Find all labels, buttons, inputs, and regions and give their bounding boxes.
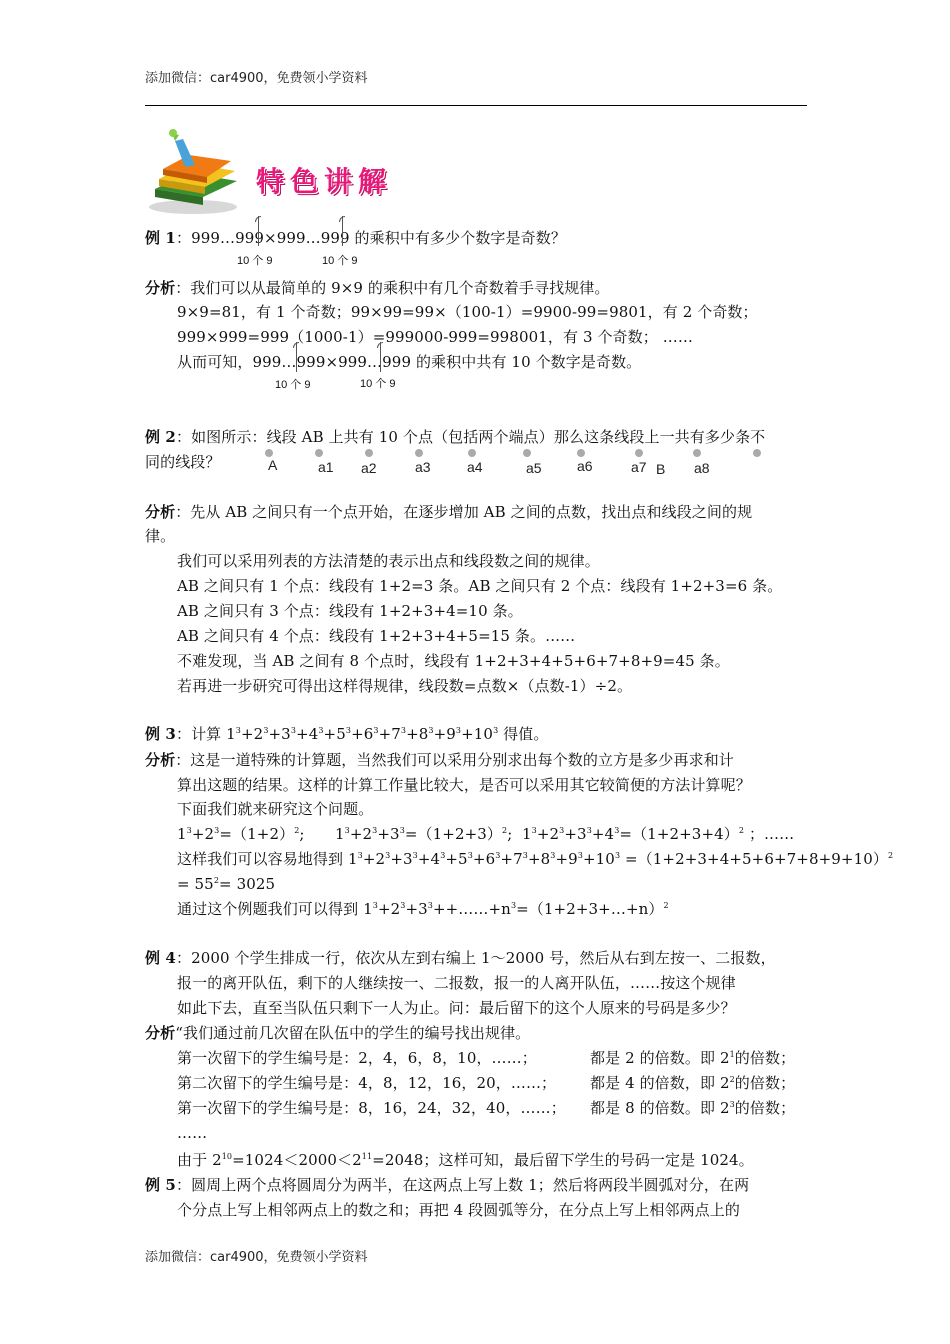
analysis-4-line-4a: 第一次留下的学生编号是：8，16，24，32，40，……；: [177, 1099, 566, 1117]
l6: = 55: [177, 875, 214, 893]
analysis-2-line-7: 不难发现，当 AB 之间有 8 个点时，线段有 1+2+3+4+5+6+7+8+9=45 条。: [177, 652, 730, 670]
point-label: a3: [415, 459, 431, 475]
analysis-2-line-2: 律。: [145, 527, 176, 545]
point-label: a6: [577, 458, 593, 474]
analysis-4-line-2a: 第一次留下的学生编号是：2，4，6，8，10，……；: [177, 1049, 537, 1067]
brace-label-2: 10 个 9: [360, 378, 396, 390]
ellipsis: ；……: [748, 825, 795, 843]
analysis-1-text: ：我们可以从最简单的 9×9 的乘积中有几个奇数着手寻找规律。: [175, 279, 610, 297]
l3c: 的倍数；: [734, 1074, 796, 1092]
analysis-4-line-6: 由于 $2^{10}=1024<2000<2^{11}=2048$；这样可知，最后留下学生的号码一定是 1024。: [177, 1151, 754, 1169]
analysis-2-label: 分析: [145, 503, 176, 521]
analysis-1-line-4: 从而可知，999…999×999…999 的乘积中共有 10 个数字是奇数。: [177, 353, 642, 371]
l7-post: =（1+2+3+…+n）: [516, 900, 664, 918]
point-dot: [468, 449, 476, 457]
analysis-4-line-1: [145, 1021, 530, 1045]
point-dot: [693, 449, 701, 457]
analysis-4-line-3a: 第二次留下的学生编号是：4，8，12，16，20，……；: [177, 1074, 557, 1092]
point-label: a7: [631, 459, 647, 475]
example-1-text: ：999…999×999…999 的乘积中有多少个数字是奇数？: [175, 229, 566, 247]
example-2-text: ：如图所示：线段 AB 上共有 10 个点（包括两个端点）那么这条线段上一共有多少条不: [175, 428, 766, 446]
l2c: 的倍数；: [734, 1049, 796, 1067]
analysis-2-text: ：先从 AB 之间只有一个点开始，在逐步增加 AB 之间的点数，找出点和线段之间的规: [175, 503, 753, 521]
example-3-question: 例 3：计算 $1^3+2^3+3^3+4^3+5^3+6^3+7^3+8^3+9^3+10^3$ 得值。: [145, 725, 549, 743]
analysis-4-line-2b: 都是 2 的倍数。即 $2^1$的倍数；: [590, 1049, 796, 1067]
analysis-3-text: ：这是一道特殊的计算题，当然我们可以采用分别求出每个数的立方是多少再求和计: [175, 751, 734, 769]
example-2-line-1: [145, 425, 765, 449]
example-5-label: 例 5: [145, 1176, 176, 1194]
l7-pre: 通过这个例题我们可以得到: [177, 900, 364, 918]
analysis-2-line-5: AB 之间只有 3 个点：线段有 1+2+3+4=10 条。: [177, 602, 523, 620]
analysis-1-line-2: 9×9=81，有 1 个奇数；99×99=99×（100-1）=9900-99=9801，有 2 个奇数；: [177, 303, 758, 321]
point-dot: [577, 449, 585, 457]
example-3-post: 得值。: [503, 725, 549, 743]
l6b: =1024＜2000＜2: [232, 1151, 362, 1169]
point-label: a1: [318, 459, 334, 475]
page-footer: 添加微信：car4900，免费领小学资料: [145, 1250, 368, 1265]
analysis-2-line-6: AB 之间只有 4 个点：线段有 1+2+3+4+5=15 条。……: [177, 627, 576, 645]
brace-left: [258, 216, 265, 246]
analysis-3-line-7: 通过这个例题我们可以得到 $1^3+2^3+3^3++\dots\dots+n^3=(1+2+3+\dots+n)^2$: [177, 900, 669, 918]
example-5-text: ：圆周上两个点将圆周分为两半，在这两点上写上数 1；然后将两段半圆弧对分，在两: [175, 1176, 750, 1194]
point-dot: [265, 449, 273, 457]
analysis-4-line-3b: 都是 4 的倍数，即 $2^2$的倍数；: [590, 1074, 796, 1092]
analysis-3-line-2: 算出这题的结果。这样的计算工作量比较大，是否可以采用其它较简便的方法计算呢？: [177, 776, 751, 794]
point-label: A: [268, 457, 278, 473]
analysis-3-line-3: 下面我们就来研究这个问题。: [177, 800, 374, 818]
analysis-4-label: 分析: [145, 1024, 176, 1042]
example-3-pre: ：计算: [175, 725, 227, 743]
point-dot: [415, 449, 423, 457]
point-dot: [315, 449, 323, 457]
books-pencil-icon: [145, 127, 243, 215]
analysis-3-line-4b: $1^3+2^3+3^3=(1+2+3)^2$;: [335, 825, 513, 843]
point-dot: [753, 449, 761, 457]
point-label: a4: [467, 459, 483, 475]
page-header: 添加微信：car4900，免费领小学资料: [145, 71, 368, 86]
brace-right: [342, 216, 349, 246]
example-4-line-3: 如此下去，直至当队伍只剩下一人为止。问：最后留下的这个人原来的号码是多少？: [177, 999, 736, 1017]
analysis-3-line-4: $1^3+2^3=(1+2)^2$;: [177, 825, 305, 843]
point-label: a8: [694, 460, 710, 476]
point-label: a2: [361, 460, 377, 476]
l6-post: = 3025: [219, 875, 276, 893]
l5-pre: 这样我们可以容易地得到: [177, 850, 348, 868]
analysis-1-line-1: [145, 276, 610, 300]
example-4-line-1: [145, 946, 776, 970]
l4c: 的倍数；: [734, 1099, 796, 1117]
example-4-line-2: 报一的离开队伍，剩下的人继续按一、二报数，报一的人离开队伍，……按这个规律: [177, 974, 736, 992]
analysis-1-label: 分析: [145, 279, 176, 297]
analysis-3-line-5: 这样我们可以容易地得到 $1^3+2^3+3^3+4^3+5^3+6^3+7^3+8^3+9^3+10^3 =(1+2+3+4+5+6+7+8+9+10)^2$: [177, 850, 894, 868]
analysis-2-line-4: AB 之间只有 1 个点：线段有 1+2=3 条。AB 之间只有 2 个点：线段有 1+2+3=6 条。: [177, 577, 783, 595]
l3b: 都是 4 的倍数，即 2: [590, 1074, 730, 1092]
example-1-question: [145, 226, 566, 250]
example-5-line-1: [145, 1173, 749, 1197]
example-4-label: 例 4: [145, 949, 176, 967]
brace-label-1: 10 个 9: [275, 379, 311, 391]
point-label: B: [656, 461, 666, 477]
analysis-2-line-8: 若再进一步研究可得出这样得规律，线段数=点数×（点数-1）÷2。: [177, 677, 633, 695]
l2b: 都是 2 的倍数。即 2: [590, 1049, 730, 1067]
point-dot: [635, 449, 643, 457]
analysis-3-label: 分析: [145, 751, 176, 769]
example-3-label: 例 3: [145, 725, 176, 743]
example-4-text: ：2000 个学生排成一行，依次从左到右编上 1～2000 号，然后从右到左按一、二报数，: [175, 949, 776, 967]
example-1-label: 例 1: [145, 229, 176, 247]
l7-mid: ++……+n: [432, 900, 511, 918]
brace-left: [296, 342, 303, 372]
analysis-3-line-6: = $55^2= 3025$: [177, 875, 276, 893]
l5-post: =（1+2+3+4+5+6+7+8+9+10）: [625, 850, 888, 868]
l6a: 由于 2: [177, 1151, 222, 1169]
analysis-3-line-4c: $1^3+2^3+3^3+4^3=(1+2+3+4)^2$ ；……: [522, 825, 795, 843]
example-5-line-2: 个分点上写上相邻两点上的数之和；再把 4 段圆弧等分，在分点上写上相邻两点上的: [177, 1201, 740, 1219]
point-dot: [523, 449, 531, 457]
analysis-2-line-3: 我们可以采用列表的方法清楚的表示出点和线段数之间的规律。: [177, 552, 600, 570]
l4b: 都是 8 的倍数。即 2: [590, 1099, 730, 1117]
analysis-1-line-3: 999×999=999（1000-1）=999000-999=998001，有 3 个奇数； ……: [177, 328, 693, 346]
analysis-4-line-4b: 都是 8 的倍数。即 $2^3$的倍数；: [590, 1099, 796, 1117]
brace-label-2: 10 个 9: [322, 255, 358, 267]
example-2-label: 例 2: [145, 428, 176, 446]
analysis-3-line-1: [145, 748, 734, 772]
analysis-4-text: “我们通过前几次留在队伍中的学生的编号找出规律。: [175, 1024, 531, 1042]
point-label: a5: [526, 460, 542, 476]
analysis-4-line-5: ……: [177, 1124, 208, 1142]
brace-label-1: 10 个 9: [237, 255, 273, 267]
example-2-line-2: 同的线段？: [145, 453, 221, 471]
banner-title: 特色讲解: [256, 165, 393, 198]
point-dot: [365, 449, 373, 457]
brace-right: [380, 342, 387, 372]
analysis-2-line-1: [145, 500, 752, 524]
l6c: =2048；这样可知，最后留下学生的号码一定是 1024。: [372, 1151, 754, 1169]
header-divider: [145, 105, 807, 106]
